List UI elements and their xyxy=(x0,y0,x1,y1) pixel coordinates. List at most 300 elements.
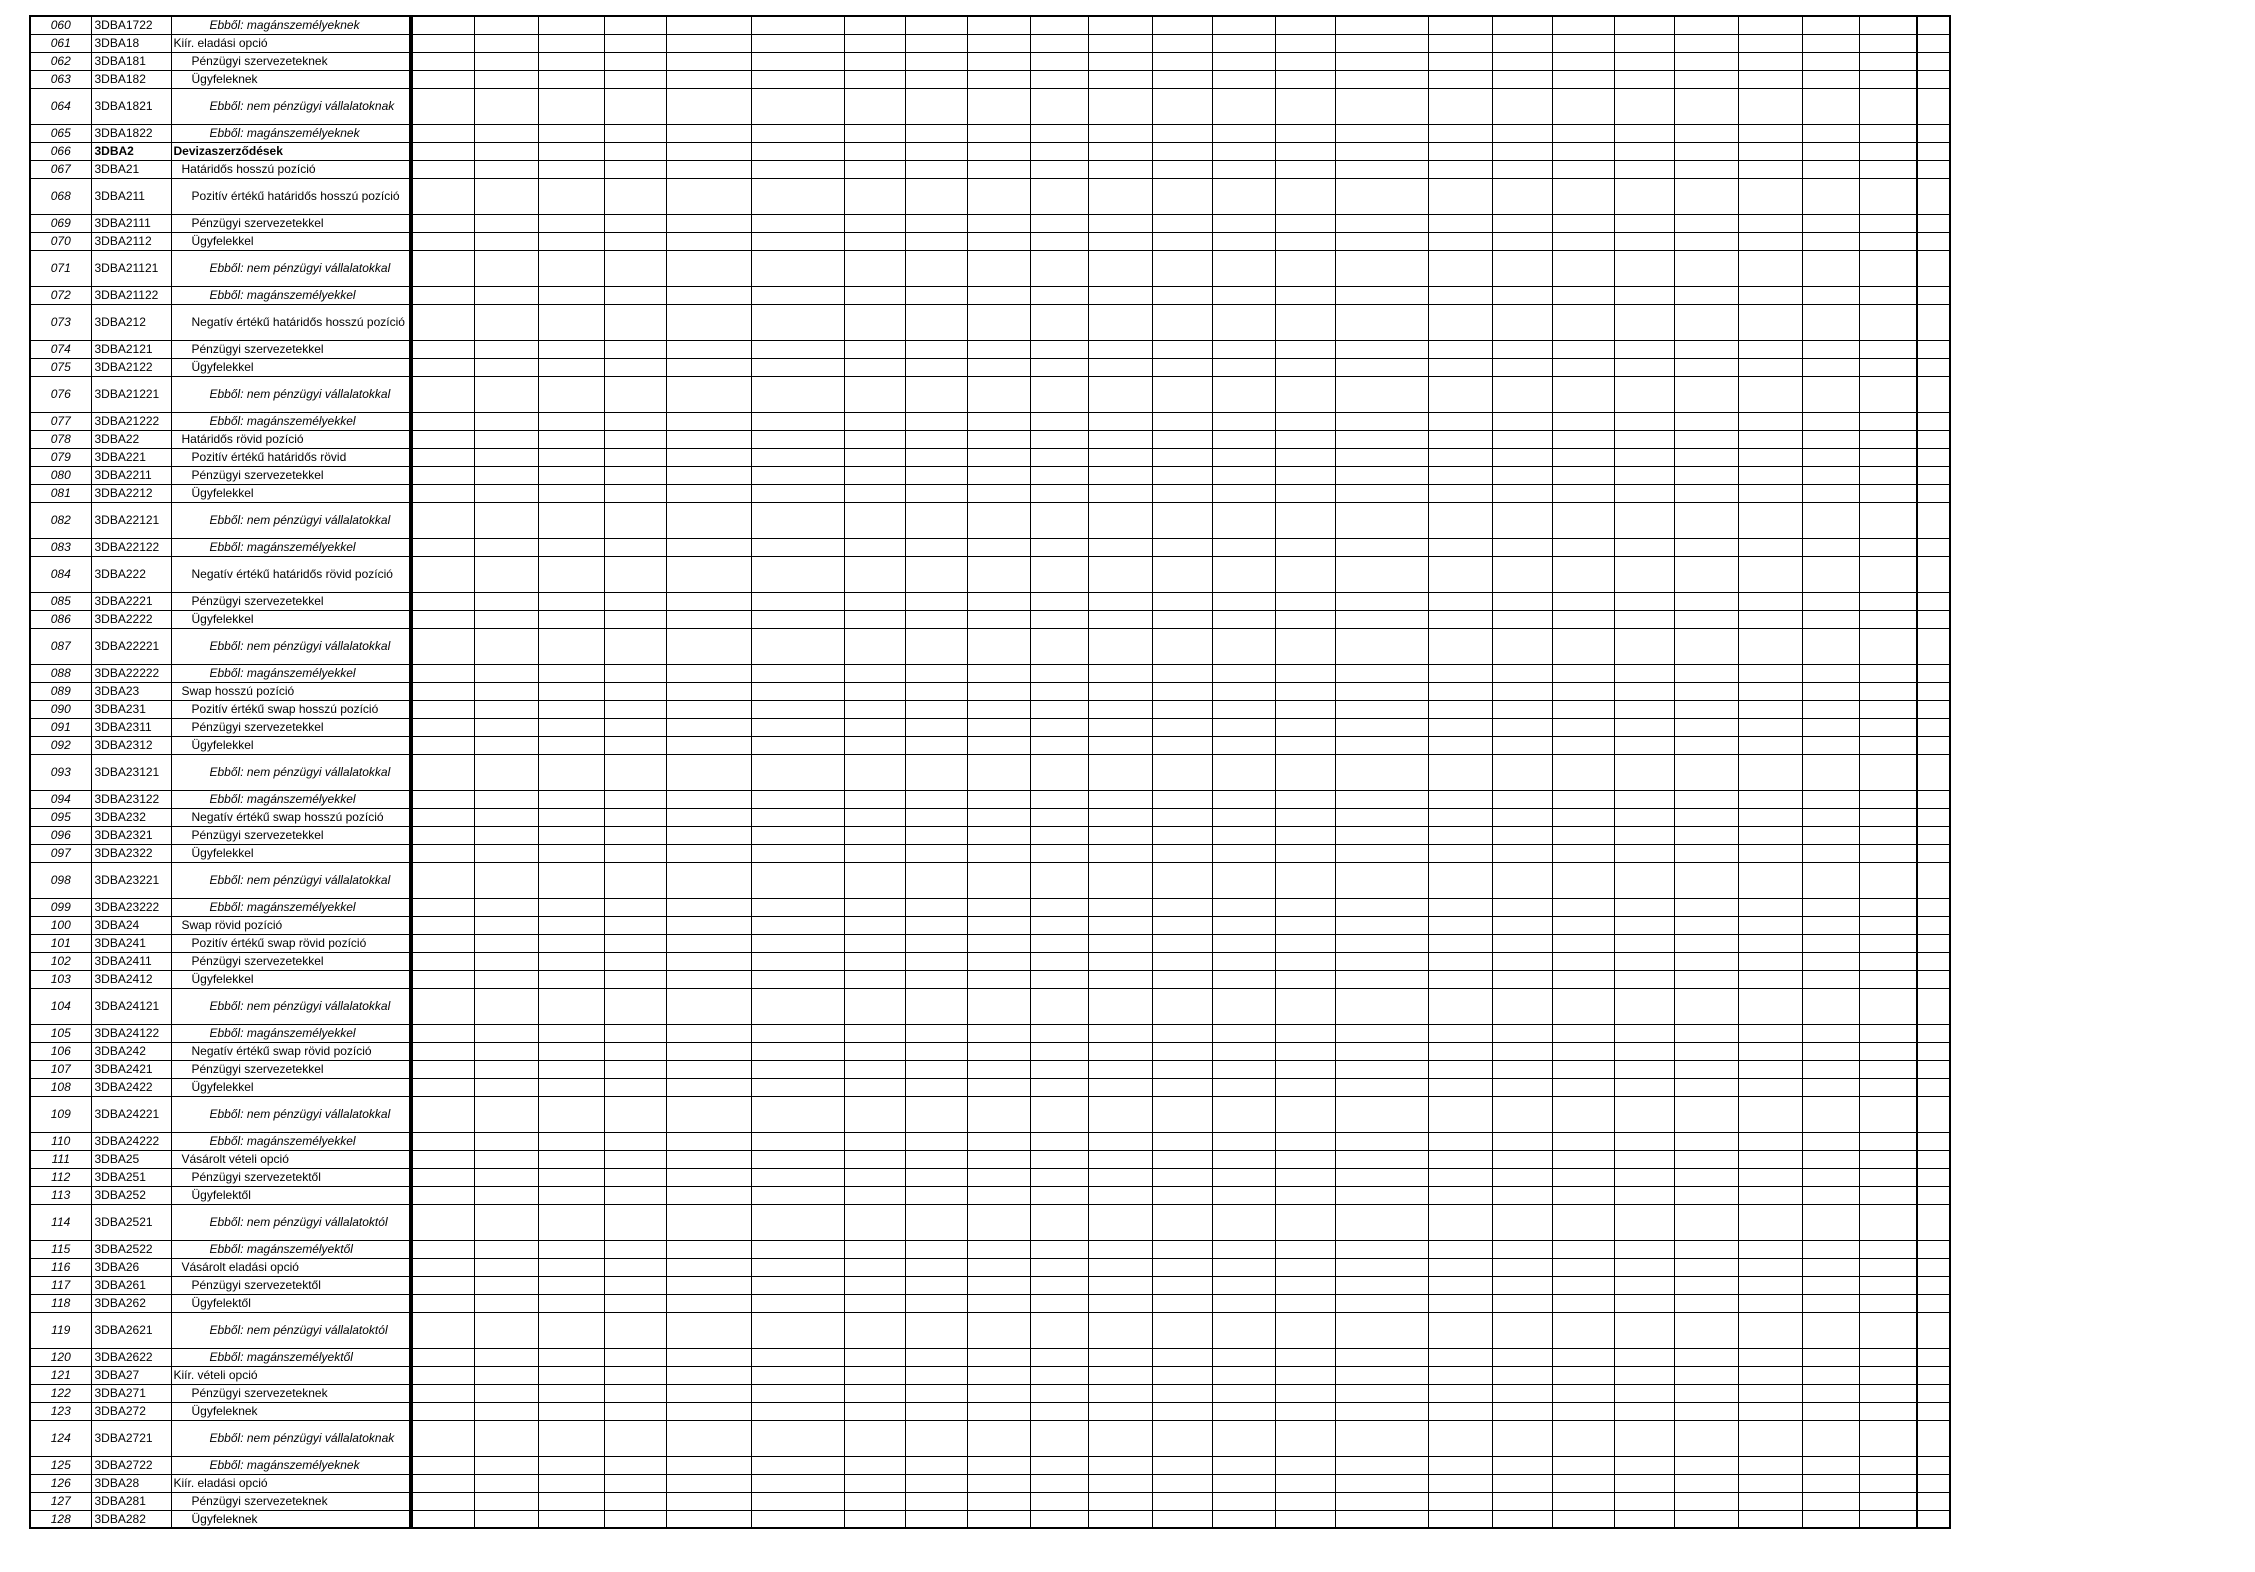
value-cell[interactable] xyxy=(1088,1456,1152,1474)
value-cell[interactable] xyxy=(1030,142,1088,160)
value-cell[interactable] xyxy=(1212,538,1275,556)
value-cell[interactable] xyxy=(967,934,1030,952)
value-cell[interactable] xyxy=(844,448,905,466)
value-cell[interactable] xyxy=(1674,142,1738,160)
value-cell[interactable] xyxy=(1030,358,1088,376)
value-cell[interactable] xyxy=(1152,1456,1212,1474)
value-cell[interactable] xyxy=(844,934,905,952)
value-cell[interactable] xyxy=(1088,466,1152,484)
value-cell[interactable] xyxy=(1674,502,1738,538)
value-cell[interactable] xyxy=(538,286,604,304)
value-cell[interactable] xyxy=(1738,304,1802,340)
value-cell[interactable] xyxy=(411,1294,474,1312)
value-cell[interactable] xyxy=(1335,340,1428,358)
value-cell[interactable] xyxy=(751,952,844,970)
value-cell[interactable] xyxy=(474,916,538,934)
value-cell[interactable] xyxy=(538,700,604,718)
value-cell[interactable] xyxy=(1428,718,1492,736)
value-cell[interactable] xyxy=(1492,592,1552,610)
value-cell[interactable] xyxy=(905,124,967,142)
value-cell[interactable] xyxy=(1275,1348,1335,1366)
value-cell[interactable] xyxy=(1492,790,1552,808)
value-cell[interactable] xyxy=(1088,736,1152,754)
value-cell[interactable] xyxy=(844,628,905,664)
value-cell[interactable] xyxy=(1030,1132,1088,1150)
value-cell[interactable] xyxy=(604,952,666,970)
value-cell[interactable] xyxy=(1859,1132,1917,1150)
value-cell[interactable] xyxy=(967,718,1030,736)
value-cell[interactable] xyxy=(604,790,666,808)
value-cell[interactable] xyxy=(1738,448,1802,466)
value-cell[interactable] xyxy=(1802,556,1859,592)
value-cell[interactable] xyxy=(1738,1060,1802,1078)
value-cell[interactable] xyxy=(666,1024,751,1042)
value-cell[interactable] xyxy=(1212,610,1275,628)
value-cell[interactable] xyxy=(1738,484,1802,502)
value-cell[interactable] xyxy=(1674,1402,1738,1420)
value-cell[interactable] xyxy=(1674,826,1738,844)
value-cell[interactable] xyxy=(1152,16,1212,34)
value-cell[interactable] xyxy=(967,916,1030,934)
value-cell[interactable] xyxy=(844,412,905,430)
value-cell[interactable] xyxy=(905,232,967,250)
value-cell[interactable] xyxy=(1859,736,1917,754)
value-cell[interactable] xyxy=(1614,682,1674,700)
value-cell[interactable] xyxy=(1859,484,1917,502)
value-cell[interactable] xyxy=(751,862,844,898)
value-cell[interactable] xyxy=(1088,502,1152,538)
value-cell[interactable] xyxy=(844,214,905,232)
value-cell[interactable] xyxy=(1030,1420,1088,1456)
value-cell[interactable] xyxy=(1030,682,1088,700)
value-cell[interactable] xyxy=(1738,988,1802,1024)
value-cell[interactable] xyxy=(411,592,474,610)
value-cell[interactable] xyxy=(1152,466,1212,484)
value-cell[interactable] xyxy=(1917,1294,1950,1312)
value-cell[interactable] xyxy=(1674,34,1738,52)
value-cell[interactable] xyxy=(1917,52,1950,70)
value-cell[interactable] xyxy=(1552,664,1614,682)
value-cell[interactable] xyxy=(967,448,1030,466)
value-cell[interactable] xyxy=(1738,1348,1802,1366)
value-cell[interactable] xyxy=(666,232,751,250)
value-cell[interactable] xyxy=(967,952,1030,970)
value-cell[interactable] xyxy=(751,304,844,340)
value-cell[interactable] xyxy=(1859,160,1917,178)
value-cell[interactable] xyxy=(1552,1078,1614,1096)
value-cell[interactable] xyxy=(1738,1042,1802,1060)
value-cell[interactable] xyxy=(1152,1132,1212,1150)
value-cell[interactable] xyxy=(1212,1456,1275,1474)
value-cell[interactable] xyxy=(474,1204,538,1240)
value-cell[interactable] xyxy=(905,1240,967,1258)
value-cell[interactable] xyxy=(666,88,751,124)
value-cell[interactable] xyxy=(905,1276,967,1294)
value-cell[interactable] xyxy=(1614,1078,1674,1096)
value-cell[interactable] xyxy=(1428,610,1492,628)
value-cell[interactable] xyxy=(1614,1186,1674,1204)
value-cell[interactable] xyxy=(1859,358,1917,376)
value-cell[interactable] xyxy=(474,610,538,628)
value-cell[interactable] xyxy=(967,142,1030,160)
value-cell[interactable] xyxy=(1492,466,1552,484)
value-cell[interactable] xyxy=(538,1348,604,1366)
value-cell[interactable] xyxy=(751,358,844,376)
value-cell[interactable] xyxy=(1859,862,1917,898)
value-cell[interactable] xyxy=(751,16,844,34)
value-cell[interactable] xyxy=(1614,754,1674,790)
value-cell[interactable] xyxy=(411,664,474,682)
value-cell[interactable] xyxy=(1088,808,1152,826)
value-cell[interactable] xyxy=(604,484,666,502)
value-cell[interactable] xyxy=(666,502,751,538)
value-cell[interactable] xyxy=(474,340,538,358)
value-cell[interactable] xyxy=(1088,610,1152,628)
value-cell[interactable] xyxy=(967,1276,1030,1294)
value-cell[interactable] xyxy=(905,718,967,736)
value-cell[interactable] xyxy=(1614,988,1674,1024)
value-cell[interactable] xyxy=(1088,1132,1152,1150)
value-cell[interactable] xyxy=(1917,1204,1950,1240)
value-cell[interactable] xyxy=(604,160,666,178)
value-cell[interactable] xyxy=(967,484,1030,502)
value-cell[interactable] xyxy=(1275,358,1335,376)
value-cell[interactable] xyxy=(666,304,751,340)
value-cell[interactable] xyxy=(538,160,604,178)
value-cell[interactable] xyxy=(1917,430,1950,448)
value-cell[interactable] xyxy=(1152,1420,1212,1456)
value-cell[interactable] xyxy=(1917,1402,1950,1420)
value-cell[interactable] xyxy=(1088,70,1152,88)
value-cell[interactable] xyxy=(604,934,666,952)
value-cell[interactable] xyxy=(1428,1510,1492,1528)
value-cell[interactable] xyxy=(666,790,751,808)
value-cell[interactable] xyxy=(604,970,666,988)
value-cell[interactable] xyxy=(905,790,967,808)
value-cell[interactable] xyxy=(474,214,538,232)
value-cell[interactable] xyxy=(1614,1258,1674,1276)
value-cell[interactable] xyxy=(1738,754,1802,790)
value-cell[interactable] xyxy=(1088,340,1152,358)
value-cell[interactable] xyxy=(1802,1060,1859,1078)
value-cell[interactable] xyxy=(1859,1510,1917,1528)
value-cell[interactable] xyxy=(967,754,1030,790)
value-cell[interactable] xyxy=(967,1456,1030,1474)
value-cell[interactable] xyxy=(1614,304,1674,340)
value-cell[interactable] xyxy=(474,250,538,286)
value-cell[interactable] xyxy=(1428,1240,1492,1258)
value-cell[interactable] xyxy=(474,1096,538,1132)
value-cell[interactable] xyxy=(1088,430,1152,448)
value-cell[interactable] xyxy=(844,952,905,970)
value-cell[interactable] xyxy=(1335,1348,1428,1366)
value-cell[interactable] xyxy=(1335,1024,1428,1042)
value-cell[interactable] xyxy=(1152,556,1212,592)
value-cell[interactable] xyxy=(1428,16,1492,34)
value-cell[interactable] xyxy=(1492,1042,1552,1060)
value-cell[interactable] xyxy=(751,1096,844,1132)
value-cell[interactable] xyxy=(1428,664,1492,682)
value-cell[interactable] xyxy=(844,358,905,376)
value-cell[interactable] xyxy=(1152,1510,1212,1528)
value-cell[interactable] xyxy=(1802,1294,1859,1312)
value-cell[interactable] xyxy=(967,304,1030,340)
value-cell[interactable] xyxy=(538,1456,604,1474)
value-cell[interactable] xyxy=(1212,1420,1275,1456)
value-cell[interactable] xyxy=(1275,250,1335,286)
value-cell[interactable] xyxy=(666,970,751,988)
value-cell[interactable] xyxy=(1088,952,1152,970)
value-cell[interactable] xyxy=(1917,1078,1950,1096)
value-cell[interactable] xyxy=(1802,1474,1859,1492)
value-cell[interactable] xyxy=(1030,934,1088,952)
value-cell[interactable] xyxy=(967,610,1030,628)
value-cell[interactable] xyxy=(844,1150,905,1168)
value-cell[interactable] xyxy=(1152,340,1212,358)
value-cell[interactable] xyxy=(474,826,538,844)
value-cell[interactable] xyxy=(1859,502,1917,538)
value-cell[interactable] xyxy=(1614,808,1674,826)
value-cell[interactable] xyxy=(474,664,538,682)
value-cell[interactable] xyxy=(1492,16,1552,34)
value-cell[interactable] xyxy=(1917,160,1950,178)
value-cell[interactable] xyxy=(1859,286,1917,304)
value-cell[interactable] xyxy=(604,466,666,484)
value-cell[interactable] xyxy=(1614,934,1674,952)
value-cell[interactable] xyxy=(1212,790,1275,808)
value-cell[interactable] xyxy=(1088,1510,1152,1528)
value-cell[interactable] xyxy=(844,664,905,682)
value-cell[interactable] xyxy=(1030,376,1088,412)
value-cell[interactable] xyxy=(905,1204,967,1240)
value-cell[interactable] xyxy=(1492,970,1552,988)
value-cell[interactable] xyxy=(1492,1420,1552,1456)
value-cell[interactable] xyxy=(538,736,604,754)
value-cell[interactable] xyxy=(1674,358,1738,376)
value-cell[interactable] xyxy=(1030,1078,1088,1096)
value-cell[interactable] xyxy=(474,124,538,142)
value-cell[interactable] xyxy=(538,952,604,970)
value-cell[interactable] xyxy=(1917,358,1950,376)
value-cell[interactable] xyxy=(751,484,844,502)
value-cell[interactable] xyxy=(604,610,666,628)
value-cell[interactable] xyxy=(1152,1096,1212,1132)
value-cell[interactable] xyxy=(1859,304,1917,340)
value-cell[interactable] xyxy=(1492,1456,1552,1474)
value-cell[interactable] xyxy=(1552,934,1614,952)
value-cell[interactable] xyxy=(1738,1096,1802,1132)
value-cell[interactable] xyxy=(1335,16,1428,34)
value-cell[interactable] xyxy=(666,898,751,916)
value-cell[interactable] xyxy=(1030,1492,1088,1510)
value-cell[interactable] xyxy=(411,52,474,70)
value-cell[interactable] xyxy=(844,862,905,898)
value-cell[interactable] xyxy=(1088,1492,1152,1510)
value-cell[interactable] xyxy=(538,304,604,340)
value-cell[interactable] xyxy=(1492,862,1552,898)
value-cell[interactable] xyxy=(1275,1312,1335,1348)
value-cell[interactable] xyxy=(751,1024,844,1042)
value-cell[interactable] xyxy=(751,538,844,556)
value-cell[interactable] xyxy=(1212,1186,1275,1204)
value-cell[interactable] xyxy=(1335,682,1428,700)
value-cell[interactable] xyxy=(1030,556,1088,592)
value-cell[interactable] xyxy=(1152,1312,1212,1348)
value-cell[interactable] xyxy=(1917,1132,1950,1150)
value-cell[interactable] xyxy=(1428,970,1492,988)
value-cell[interactable] xyxy=(1917,988,1950,1024)
value-cell[interactable] xyxy=(538,1204,604,1240)
value-cell[interactable] xyxy=(1802,214,1859,232)
value-cell[interactable] xyxy=(1428,430,1492,448)
value-cell[interactable] xyxy=(1152,34,1212,52)
value-cell[interactable] xyxy=(1152,178,1212,214)
value-cell[interactable] xyxy=(1614,844,1674,862)
value-cell[interactable] xyxy=(411,952,474,970)
value-cell[interactable] xyxy=(1859,1420,1917,1456)
value-cell[interactable] xyxy=(1428,628,1492,664)
value-cell[interactable] xyxy=(1614,790,1674,808)
value-cell[interactable] xyxy=(1088,628,1152,664)
value-cell[interactable] xyxy=(1428,754,1492,790)
value-cell[interactable] xyxy=(1335,1474,1428,1492)
value-cell[interactable] xyxy=(1428,412,1492,430)
value-cell[interactable] xyxy=(1335,1510,1428,1528)
value-cell[interactable] xyxy=(844,502,905,538)
value-cell[interactable] xyxy=(751,502,844,538)
value-cell[interactable] xyxy=(474,376,538,412)
value-cell[interactable] xyxy=(1335,538,1428,556)
value-cell[interactable] xyxy=(1674,1240,1738,1258)
value-cell[interactable] xyxy=(1917,700,1950,718)
value-cell[interactable] xyxy=(1492,178,1552,214)
value-cell[interactable] xyxy=(1917,412,1950,430)
value-cell[interactable] xyxy=(1152,214,1212,232)
value-cell[interactable] xyxy=(604,1294,666,1312)
value-cell[interactable] xyxy=(1859,1474,1917,1492)
value-cell[interactable] xyxy=(666,1474,751,1492)
value-cell[interactable] xyxy=(905,160,967,178)
value-cell[interactable] xyxy=(1275,988,1335,1024)
value-cell[interactable] xyxy=(1212,160,1275,178)
value-cell[interactable] xyxy=(666,1060,751,1078)
value-cell[interactable] xyxy=(967,1348,1030,1366)
value-cell[interactable] xyxy=(1030,628,1088,664)
value-cell[interactable] xyxy=(474,1240,538,1258)
value-cell[interactable] xyxy=(538,610,604,628)
value-cell[interactable] xyxy=(666,1096,751,1132)
value-cell[interactable] xyxy=(1674,1168,1738,1186)
value-cell[interactable] xyxy=(1212,304,1275,340)
value-cell[interactable] xyxy=(1212,412,1275,430)
value-cell[interactable] xyxy=(666,34,751,52)
value-cell[interactable] xyxy=(1275,952,1335,970)
value-cell[interactable] xyxy=(1492,1402,1552,1420)
value-cell[interactable] xyxy=(1738,340,1802,358)
value-cell[interactable] xyxy=(1614,412,1674,430)
value-cell[interactable] xyxy=(1492,1276,1552,1294)
value-cell[interactable] xyxy=(538,124,604,142)
value-cell[interactable] xyxy=(1152,232,1212,250)
value-cell[interactable] xyxy=(1275,1132,1335,1150)
value-cell[interactable] xyxy=(1802,664,1859,682)
value-cell[interactable] xyxy=(905,1420,967,1456)
value-cell[interactable] xyxy=(905,1078,967,1096)
value-cell[interactable] xyxy=(1428,1294,1492,1312)
value-cell[interactable] xyxy=(411,448,474,466)
value-cell[interactable] xyxy=(411,1258,474,1276)
value-cell[interactable] xyxy=(967,1402,1030,1420)
value-cell[interactable] xyxy=(1738,898,1802,916)
value-cell[interactable] xyxy=(1088,1348,1152,1366)
value-cell[interactable] xyxy=(905,304,967,340)
value-cell[interactable] xyxy=(1212,88,1275,124)
value-cell[interactable] xyxy=(1917,304,1950,340)
value-cell[interactable] xyxy=(905,412,967,430)
value-cell[interactable] xyxy=(1212,808,1275,826)
value-cell[interactable] xyxy=(844,682,905,700)
value-cell[interactable] xyxy=(474,304,538,340)
value-cell[interactable] xyxy=(1088,1420,1152,1456)
value-cell[interactable] xyxy=(1275,34,1335,52)
value-cell[interactable] xyxy=(1738,502,1802,538)
value-cell[interactable] xyxy=(1859,430,1917,448)
value-cell[interactable] xyxy=(1552,1294,1614,1312)
value-cell[interactable] xyxy=(1802,1276,1859,1294)
value-cell[interactable] xyxy=(1738,1456,1802,1474)
value-cell[interactable] xyxy=(604,1456,666,1474)
value-cell[interactable] xyxy=(411,1366,474,1384)
value-cell[interactable] xyxy=(1674,862,1738,898)
value-cell[interactable] xyxy=(538,808,604,826)
value-cell[interactable] xyxy=(411,340,474,358)
value-cell[interactable] xyxy=(1030,340,1088,358)
value-cell[interactable] xyxy=(967,1186,1030,1204)
value-cell[interactable] xyxy=(1152,88,1212,124)
value-cell[interactable] xyxy=(1917,88,1950,124)
value-cell[interactable] xyxy=(1428,358,1492,376)
value-cell[interactable] xyxy=(1428,232,1492,250)
value-cell[interactable] xyxy=(905,736,967,754)
value-cell[interactable] xyxy=(1917,682,1950,700)
value-cell[interactable] xyxy=(844,1474,905,1492)
value-cell[interactable] xyxy=(1859,70,1917,88)
value-cell[interactable] xyxy=(474,16,538,34)
value-cell[interactable] xyxy=(1275,484,1335,502)
value-cell[interactable] xyxy=(751,214,844,232)
value-cell[interactable] xyxy=(474,52,538,70)
value-cell[interactable] xyxy=(1030,826,1088,844)
value-cell[interactable] xyxy=(1492,736,1552,754)
value-cell[interactable] xyxy=(1802,16,1859,34)
value-cell[interactable] xyxy=(474,1078,538,1096)
value-cell[interactable] xyxy=(474,1276,538,1294)
value-cell[interactable] xyxy=(1335,88,1428,124)
value-cell[interactable] xyxy=(604,1024,666,1042)
value-cell[interactable] xyxy=(1492,70,1552,88)
value-cell[interactable] xyxy=(1614,1150,1674,1168)
value-cell[interactable] xyxy=(751,1456,844,1474)
value-cell[interactable] xyxy=(1275,1150,1335,1168)
value-cell[interactable] xyxy=(1552,898,1614,916)
value-cell[interactable] xyxy=(1088,1366,1152,1384)
value-cell[interactable] xyxy=(1335,988,1428,1024)
value-cell[interactable] xyxy=(1552,142,1614,160)
value-cell[interactable] xyxy=(844,286,905,304)
value-cell[interactable] xyxy=(604,592,666,610)
value-cell[interactable] xyxy=(1674,736,1738,754)
value-cell[interactable] xyxy=(1088,1312,1152,1348)
